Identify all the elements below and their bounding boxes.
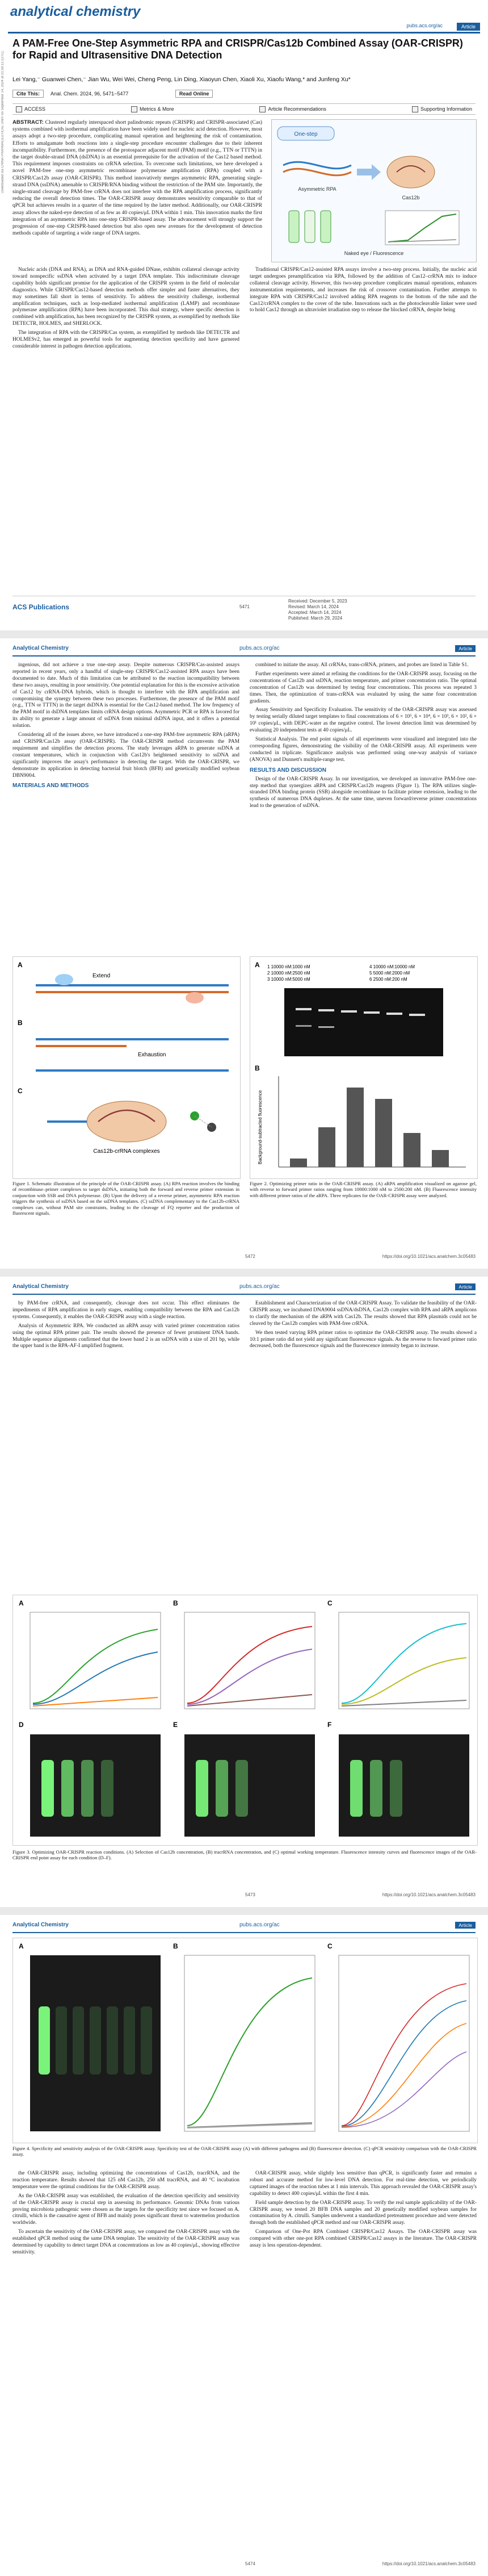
running-url[interactable]: pubs.acs.org/ac (239, 645, 280, 651)
extend-label: Extend (92, 973, 111, 979)
paragraph: The integration of RPA with the CRISPR/Cas system, as exemplified by methods like DETECTR and HOLMESv2, has emerged as powerful tools for augmenting detection specificity and have garnered considerable interest in pathogen detection applications. (12, 330, 239, 349)
bar (347, 1088, 364, 1167)
paragraph: Statistical Analysis. The end point signals of all experiments were visualized and integrated into the corresponding figures, demonstrating the visibility of the OAR-CRISPR assay. All experiments were conducted in triplicate. Significance analysis was performed using one-way analysis of variance (ANOVA) and Dunnett's multiple-range test. (250, 737, 477, 763)
figure-2 (250, 956, 478, 1179)
fig3-label-c: C (327, 1599, 333, 1607)
toc-rpa-label: Asymmetric RPA (298, 186, 336, 192)
page-footer (12, 1890, 476, 1901)
abstract (12, 119, 262, 237)
bar (403, 1133, 420, 1167)
p2-column-left (12, 662, 239, 792)
p2-column-right (250, 662, 477, 812)
p4-column-right (250, 2171, 477, 2252)
journal-logo: analytical chemistry (10, 4, 141, 19)
running-article-tag: Article (455, 1922, 476, 1929)
toc-readout-label: Naked eye / Fluorescence (344, 250, 404, 256)
toc-step-label: One-step (294, 131, 318, 137)
paragraph: Traditional CRISPR/Cas12-assisted RPA assays involve a two-step process. Initially, the nucleic acid target undergoes preamplification via RPA, followed by the addition of Cas12–crRNA mix to induce collateral cleavage activity. However, this two-step procedure complicates manual operations, enhances instrumentation requirements, and increases the risk of crossover contamination. Further attempts to integrate RPA with CRISPR/Cas12 involved adding RPA reagents to the bottom of the tube and the Cas12/crRNA complex to the cover of the tube. Innovations such as the photocleavable linker were used to hold Cas12 through an ultraviolet irradiation step to release the blocked crRNA, despite being (250, 267, 477, 313)
running-url[interactable]: pubs.acs.org/ac (239, 1283, 280, 1290)
chart-icon (131, 106, 137, 112)
author-list: Lei Yang,⁻ Guanwei Chen,⁻ Jian Wu, Wei Wei, Cheng Peng, Lin Ding, Xiaoyun Chen, Xiaoli Xu, Xiaofu Wang,* and Junfeng Xu* (12, 76, 351, 83)
running-url[interactable]: pubs.acs.org/ac (239, 1922, 280, 1928)
p1-column-right (250, 267, 477, 316)
page-number: 5473 (245, 1892, 255, 1897)
bar (375, 1099, 392, 1167)
fig4-label-a: A (19, 1942, 24, 1950)
citation-ref: Anal. Chem. 2024, 96, 5471−5477 (51, 91, 129, 97)
fig2-legend-6: 6 2500 nM:200 nM (369, 977, 407, 982)
running-journal-name: Analytical Chemistry (12, 1922, 69, 1928)
section-heading: MATERIALS AND METHODS (12, 783, 89, 789)
page-2 (0, 638, 488, 1269)
running-article-tag: Article (455, 1283, 476, 1290)
running-journal-name: Analytical Chemistry (12, 1283, 69, 1290)
doi-link[interactable]: https://doi.org/10.1021/acs.analchem.3c05483 (382, 2561, 476, 2566)
fig2-panel-a-label: A (255, 961, 260, 969)
fig2-ylabel: Background-subtracted fluorescence (258, 1090, 263, 1165)
access-item[interactable]: ACCESS (16, 106, 45, 112)
access-icon (16, 106, 22, 112)
received-dates: Received: December 5, 2023 Revised: March 14, 2024 Accepted: March 14, 2024 Published: March 29, 2024 (288, 599, 347, 621)
bar (432, 1150, 449, 1167)
page-number: 5472 (245, 1254, 255, 1259)
paragraph: Analysis of Asymmetric RPA. We conducted an aRPA assay with varied primer concentration ratios using the optimal RPA primer pair. The results showed the presence of fewer prominent DNA bands. Multiple sequence alignments confirmed that the lower band 2 is an ssDNA with a size of 201 bp, while the upper band is the RPA-AF-I amplified fragment. (12, 1323, 239, 1349)
page-number: 5471 (239, 604, 250, 609)
panel-c-label: C (18, 1087, 23, 1095)
doi-link[interactable]: https://doi.org/10.1021/acs.analchem.3c05483 (382, 1254, 476, 1259)
figure-3-panels (13, 1595, 477, 1845)
p4-column-left (12, 2171, 239, 2259)
recommendations-item[interactable]: Article Recommendations (259, 106, 326, 112)
paragraph: As the OAR-CRISPR assay was established, the evaluation of the detection specificity and sensitivity of the OAR-CRISPR assay is crucial step in assessing its performance. Genomic DNAs from various proving microbiota pathogenic were chosen as the targets for the specificity test since we focused on A. citrulli, which is the causative agent of BFB and mainly poses significant threat to watermelon production worldwide. (12, 2193, 239, 2226)
bar (290, 1159, 307, 1167)
figure-4 (12, 1938, 478, 2143)
gel-image (284, 988, 443, 1056)
page-footer (12, 1252, 476, 1263)
exhaustion-label: Exhaustion (138, 1052, 166, 1058)
fig3-label-d: D (19, 1721, 24, 1729)
section-heading: RESULTS AND DISCUSSION (250, 767, 327, 773)
paragraph: by PAM-free crRNA, and consequently, cleavage does not occur. This effect eliminates the impediments of RPA amplification in early stages, enabling compatibility between the RPA and Cas12b systems. Consequently, it enables the OAR-CRISPR assay with a single reaction. (12, 1300, 239, 1320)
cas-complex-label: Cas12b-crRNA complexes (93, 1148, 160, 1155)
supporting-info-item[interactable]: Supporting Information (412, 106, 472, 112)
running-journal-name: Analytical Chemistry (12, 645, 69, 651)
paragraph: Nucleic acids (DNA and RNA), as DNA and RNA-guided DNase, exhibits collateral cleavage activity toward nonspecific ssDNA when activated by a target DNA template. This indiscriminate cleavage capability holds significant promise for the application of the CRISPR system in the field of molecular diagnostics. While CRISPR/Cas12-based detection methods offer simpler and faster alternatives, they may sometimes fall short in terms of sensitivity. To address the sensitivity challenge, isothermal amplification techniques, such as loop-mediated isothermal amplification (LAMP) and recombinase polymerase amplification (RPA) have been incorporated. This dual strategy, where specific detection is combined with amplification, has been recognized by the CRISPR system, as exemplified by methods like DETECTR, HOLMES, and SHERLOCK. (12, 267, 239, 327)
panel-a-label: A (18, 961, 23, 969)
download-sidebar: Downloaded via CHINA PHARMACEUTICAL UNIV on September 14, 2024 at 01:59:12 (UTC). (1, 50, 5, 193)
figure-3-caption: Figure 3. Optimizing OAR-CRISPR reaction conditions. (A) Selection of Cas12b concentration, (B) tracrRNA concentration, and (C) optimal working temperature. Fluorescence intensity curves and fluorescence images of the OAR-CRISPR end point assay for each condition (D–F). (12, 1849, 477, 1861)
fig2-legend-4: 4 10000 nM:10000 nM (369, 964, 415, 969)
top-rule (8, 32, 480, 34)
figure-2-caption: Figure 2. Optimizing primer ratio in the OAR-CRISPR assay. (A) aRPA amplification visualized on agarose gel, with reverse to forward primer ratios ranging from 10000:1000 nM to 2500:200 nM. (B) Fluorescence intensity with different primer ratios of the aRPA. Three replicates for the OAR-CRISPR assay were analyzed. (250, 1181, 477, 1198)
article-metrics-bar (12, 103, 476, 115)
paragraph: OAR-CRISPR assay, while slightly less sensitive than qPCR, is significantly faster and remains a robust and accurate method for low-level DNA detection. For real-time detection, we periodically captured images of the reaction tubes at 1 min intervals. This approach revealed the OAR-CRISPR assay's capability to detect 400 copies/μL within the first 4 min. (250, 2171, 477, 2197)
paragraph: Comparison of One-Pot RPA Combined CRISPR/Cas12 Assays. The OAR-CRISPR assay was compared with other one-pot RPA combined CRISPR/Cas12 assays in the literature. The OAR-CRISPR assay is less operation-dependent. (250, 2229, 477, 2249)
figure-4-caption: Figure 4. Specificity and sensitivity analysis of the OAR-CRISPR assay. Specificity test of the OAR-CRISPR assay (A) with different pathogens and (B) fluorescence detection. (C) qPCR sensitivity comparison with the OAR-CRISPR assay. (12, 2146, 477, 2157)
bar (318, 1127, 335, 1167)
paragraph: combined to initiate the assay. All crRNAs, trans-crRNA, primers, and probes are listed in Table S1. (255, 662, 469, 668)
abstract-label: ABSTRACT: (12, 119, 44, 126)
page-number: 5474 (245, 2561, 255, 2566)
figure-1 (12, 956, 241, 1179)
read-online-button[interactable]: Read Online (175, 90, 213, 98)
acs-publications-logo: ACS Publications (12, 603, 70, 611)
toc-graphic (271, 119, 477, 262)
paragraph: ingenious, did not achieve a true one-step assay. Despite numerous CRISPR/Cas-assisted assays reported in recent years, only a handful of single-step CRISPR/Cas12-assisted RPA assays have been documented to date. Much of this limitation can be attributed to the reaction incompatibility between these two assays, resulting in poor sensitivity. One potential explanation for this is the excessive activation of Cas12 by crRNA-DNA hybrids, which is thought to interfere with the RPA amplification and compromising the synergy between these two processes. Furthermore, the presence of the PAM motif (e.g., TTN or TTTN) in the target dsDNA is essential for the Cas12-based method. The low frequency of the PAM motif in dsDNA templates limits crRNA design options. Asymmetric PCR or RPA is favored for its ability to generate a large amount of ssDNA from minimal dsDNA input, and it offers a potential solution. (12, 662, 239, 729)
figure-3 (12, 1595, 478, 1846)
p3-column-right (250, 1300, 477, 1352)
running-header (12, 1282, 476, 1295)
fig2-legend-3: 3 10000 nM:5000 nM (267, 977, 310, 982)
running-header (12, 1921, 476, 1933)
figure-2-panels (250, 957, 477, 1178)
p1-column-left (12, 267, 239, 353)
paragraph: Considering all of the issues above, we have introduced a one-step PAM-free asymmetric RPA (aRPA) and CRISPR/Cas12b assay (OAR-CRISPR). The OAR-CRISPR method circumvents the PAM requirement and simplifies the detection process. The study leverages aRPA to generate ssDNA at constant temperatures, which in conjunction with Cas12b's heightened sensitivity to ssDNA and significantly improves the assay's performance in detecting the target. With the OAR-CRISPR, we demonstrate its application in detecting bacterial fruit blotch (BFB) and genetically modified soybean DBN9004. (12, 732, 239, 779)
paragraph: Establishment and Characterization of the OAR-CRISPR Assay. To validate the feasibility of the OAR-CRISPR assay, we incubated DNA9004 ssDNA/dsDNA, Cas12b complex with RPA and aRPA amplicons to clarify the mechanism of the aRPA with Cas12b. The results showed that RPA plasmids could not be cleaved by the Cas12b complex with PAM-free crRNA. (250, 1300, 477, 1327)
figure-4-panels (13, 1938, 477, 2143)
p3-column-left (12, 1300, 239, 1352)
running-article-tag: Article (455, 645, 476, 652)
panel-b-label: B (18, 1019, 23, 1027)
article-tag: Article (457, 23, 480, 31)
fig3-label-a: A (19, 1599, 24, 1607)
paragraph: We then tested varying RPA primer ratios to optimize the OAR-CRISPR assay. The results showed a 10:1 primer ratio did not yield any significant fluorescence signals. As the reverse to forward primer ratio decreased, both the fluorescence signals and the fluorescence intensity began to increase. (250, 1329, 477, 1349)
fig2-legend-5: 5 5000 nM:2000 nM (369, 971, 410, 976)
fig2-panel-b-label: B (255, 1064, 260, 1072)
page-3 (0, 1277, 488, 1907)
cite-this-button[interactable]: Cite This: (12, 90, 44, 98)
list-icon (259, 106, 266, 112)
paragraph: Design of the OAR-CRISPR Assay. In our investigation, we developed an innovative PAM-free one-step method that synergizes aRPA and CRISPR/Cas12b reagents (Figure 1). The RPA utilizes single-stranded DNA binding protein (SSB) alongside recombinase to facilitate primer extension, leading to the synthesis of numerous DNA duplexes. At the same time, uneven forward/reverse primer concentrations lead to the generation of ssDNA. (250, 776, 477, 809)
fig3-label-f: F (327, 1721, 332, 1729)
article-title: A PAM-Free One-Step Asymmetric RPA and CRISPR/Cas12b Combined Assay (OAR-CRISPR) for Rapid and Ultrasensitive DNA Detection (12, 37, 463, 61)
fig3-label-e: E (173, 1721, 178, 1729)
page-footer (12, 596, 476, 625)
paragraph: To ascertain the sensitivity of the OAR-CRISPR assay, we compared the OAR-CRISPR assay with the established qPCR method using the same DNA template. The sensitivity of the OAR-CRISPR assay was determined by capability to detect target DNA at concentrations as low as 40 copies/μL, showing effective sensitivity. (12, 2229, 239, 2255)
paragraph: Assay Sensitivity and Specificity Evaluation. The sensitivity of the OAR-CRISPR assay was assessed by testing serially diluted target templates to final concentrations of 6 × 10⁵, 6 × 10⁴, 6 × 10³, 6 × 10², 6 × 10¹ copies/μL, with DEPC-water as the negative control. The lowest detection limit was determined by evaluating 20 independent tests at 40 copies/μL. (250, 707, 477, 734)
fig3-label-b: B (173, 1599, 178, 1607)
running-header (12, 644, 476, 656)
page-1 (0, 0, 488, 630)
abstract-text: Clustered regularly interspaced short palindromic repeats (CRISPR) and CRISPR-associated (Cas) systems combined with isothermal amplification have been widely used for nucleic acid detection. However, most assays adopt a two-step procedure, complicating manual operation and heightening the risk of contamination. Efforts to amalgamate both reactions into a single-step procedure encounter challenges due to their inherent incompatibility. Furthermore, the presence of the protospacer adjacent motif (PAM) motif (e.g., TTN or TTTN) in the target double-strand DNA (dsDNA) is an essential prerequisite for the activation of the Cas12 based method. This requirement imposes constraints on crRNA selection. To overcome such limitations, we here developed a novel PAM-free one-step asymmetric recombinase polymerase amplification (RPA) coupled with a CRISPR/Cas12b assay (OAR-CRISPR). This method innovatively merges asymmetric RPA, generating single-strand DNA (ssDNA) amenable to CRISPR/RNA binding without the restriction of the PAM site. Importantly, the single-strand cleavage by PAM-free crRNA does not interfere with the RPA amplification process, significantly reducing the overall detection times. The OAR-CRISPR assay demonstrates sensitivity comparable to that of qPCR but achieves results in a quarter of the time required by the latter method. Additionally, our OAR-CRISPR assay allows the naked-eye detection of as few as 40 copies/μL DNA within 1 min. This innovation marks the first integration of an asymmetric RPA into one-step CRISPR-based assay. The advancement will strongly support the progression of one-step CRISPR-based detection but also open new avenues for the development of detection methods capable of targeting a wide range of DNA targets. (12, 119, 263, 237)
figure-1-caption: Figure 1. Schematic illustration of the principle of the OAR-CRISPR assay. (A) RPA reaction involves the binding of recombinase–primer complexes to target dsDNA, initiating both the forward and reverse primer extension in conjunction with SSB and DNA polymerase. (B) Upon the delivery of a reverse primer, asymmetric RPA reaction triggers the synthesis of ssDNA based on the ssDNA templates. (C) ssDNA complementary to the Cas12b-crRNA complexes can, without PAM site constraints, leading to the cleavage of FQ reporter and the production of fluorescent signals. (12, 1181, 239, 1216)
paragraph: the OAR-CRISPR assay, including optimizing the concentrations of Cas12b, tracrRNA, and the reaction temperature. Results showed that 125 nM Cas12b, 250 nM tracrRNA, and 40 °C incubation temperature were the optimal conditions for the OAR-CRISPR assay. (12, 2171, 239, 2190)
paragraph: Further experiments were aimed at refining the conditions for the OAR-CRISPR assay, focusing on the concentrations of Cas12b and ssDNA, reaction temperature, and primer concentration ratio. The optimal concentration of Cas12b was determined by testing four concentrations. This process was repeated 3 times. Then, the optimization of trans-crRNA was evaluated by using the same four concentration gradients. (250, 671, 477, 704)
fig4-label-b: B (173, 1942, 178, 1950)
figure-1-schematic (13, 957, 240, 1178)
fig2-legend-1: 1 10000 nM:1000 nM (267, 964, 310, 969)
cite-row (12, 90, 218, 98)
fig4-label-c: C (327, 1942, 333, 1950)
toc-illustration (272, 120, 476, 262)
toc-cas-label: Cas12b (402, 195, 420, 200)
doi-link[interactable]: https://doi.org/10.1021/acs.analchem.3c05483 (382, 1892, 476, 1897)
fig2-legend-2: 2 10000 nM:2500 nM (267, 971, 310, 976)
page-footer (12, 2559, 476, 2570)
metrics-item[interactable]: Metrics & More (131, 106, 174, 112)
journal-url[interactable]: pubs.acs.org/ac (406, 23, 443, 28)
paragraph: Field sample detection by the OAR-CRISPR assay. To verify the real sample applicability of the OAR-CRISPR assay, we tested 20 BFB DNA samples and 20 genetically modified soybean samples for contamination by A. citrulli. Samples underwent a standardized pretreatment procedure and were detected through both the established qPCR method and our OAR-CRISPR assay. (250, 2199, 477, 2226)
document-icon (412, 106, 418, 112)
page-4 (0, 1915, 488, 2576)
